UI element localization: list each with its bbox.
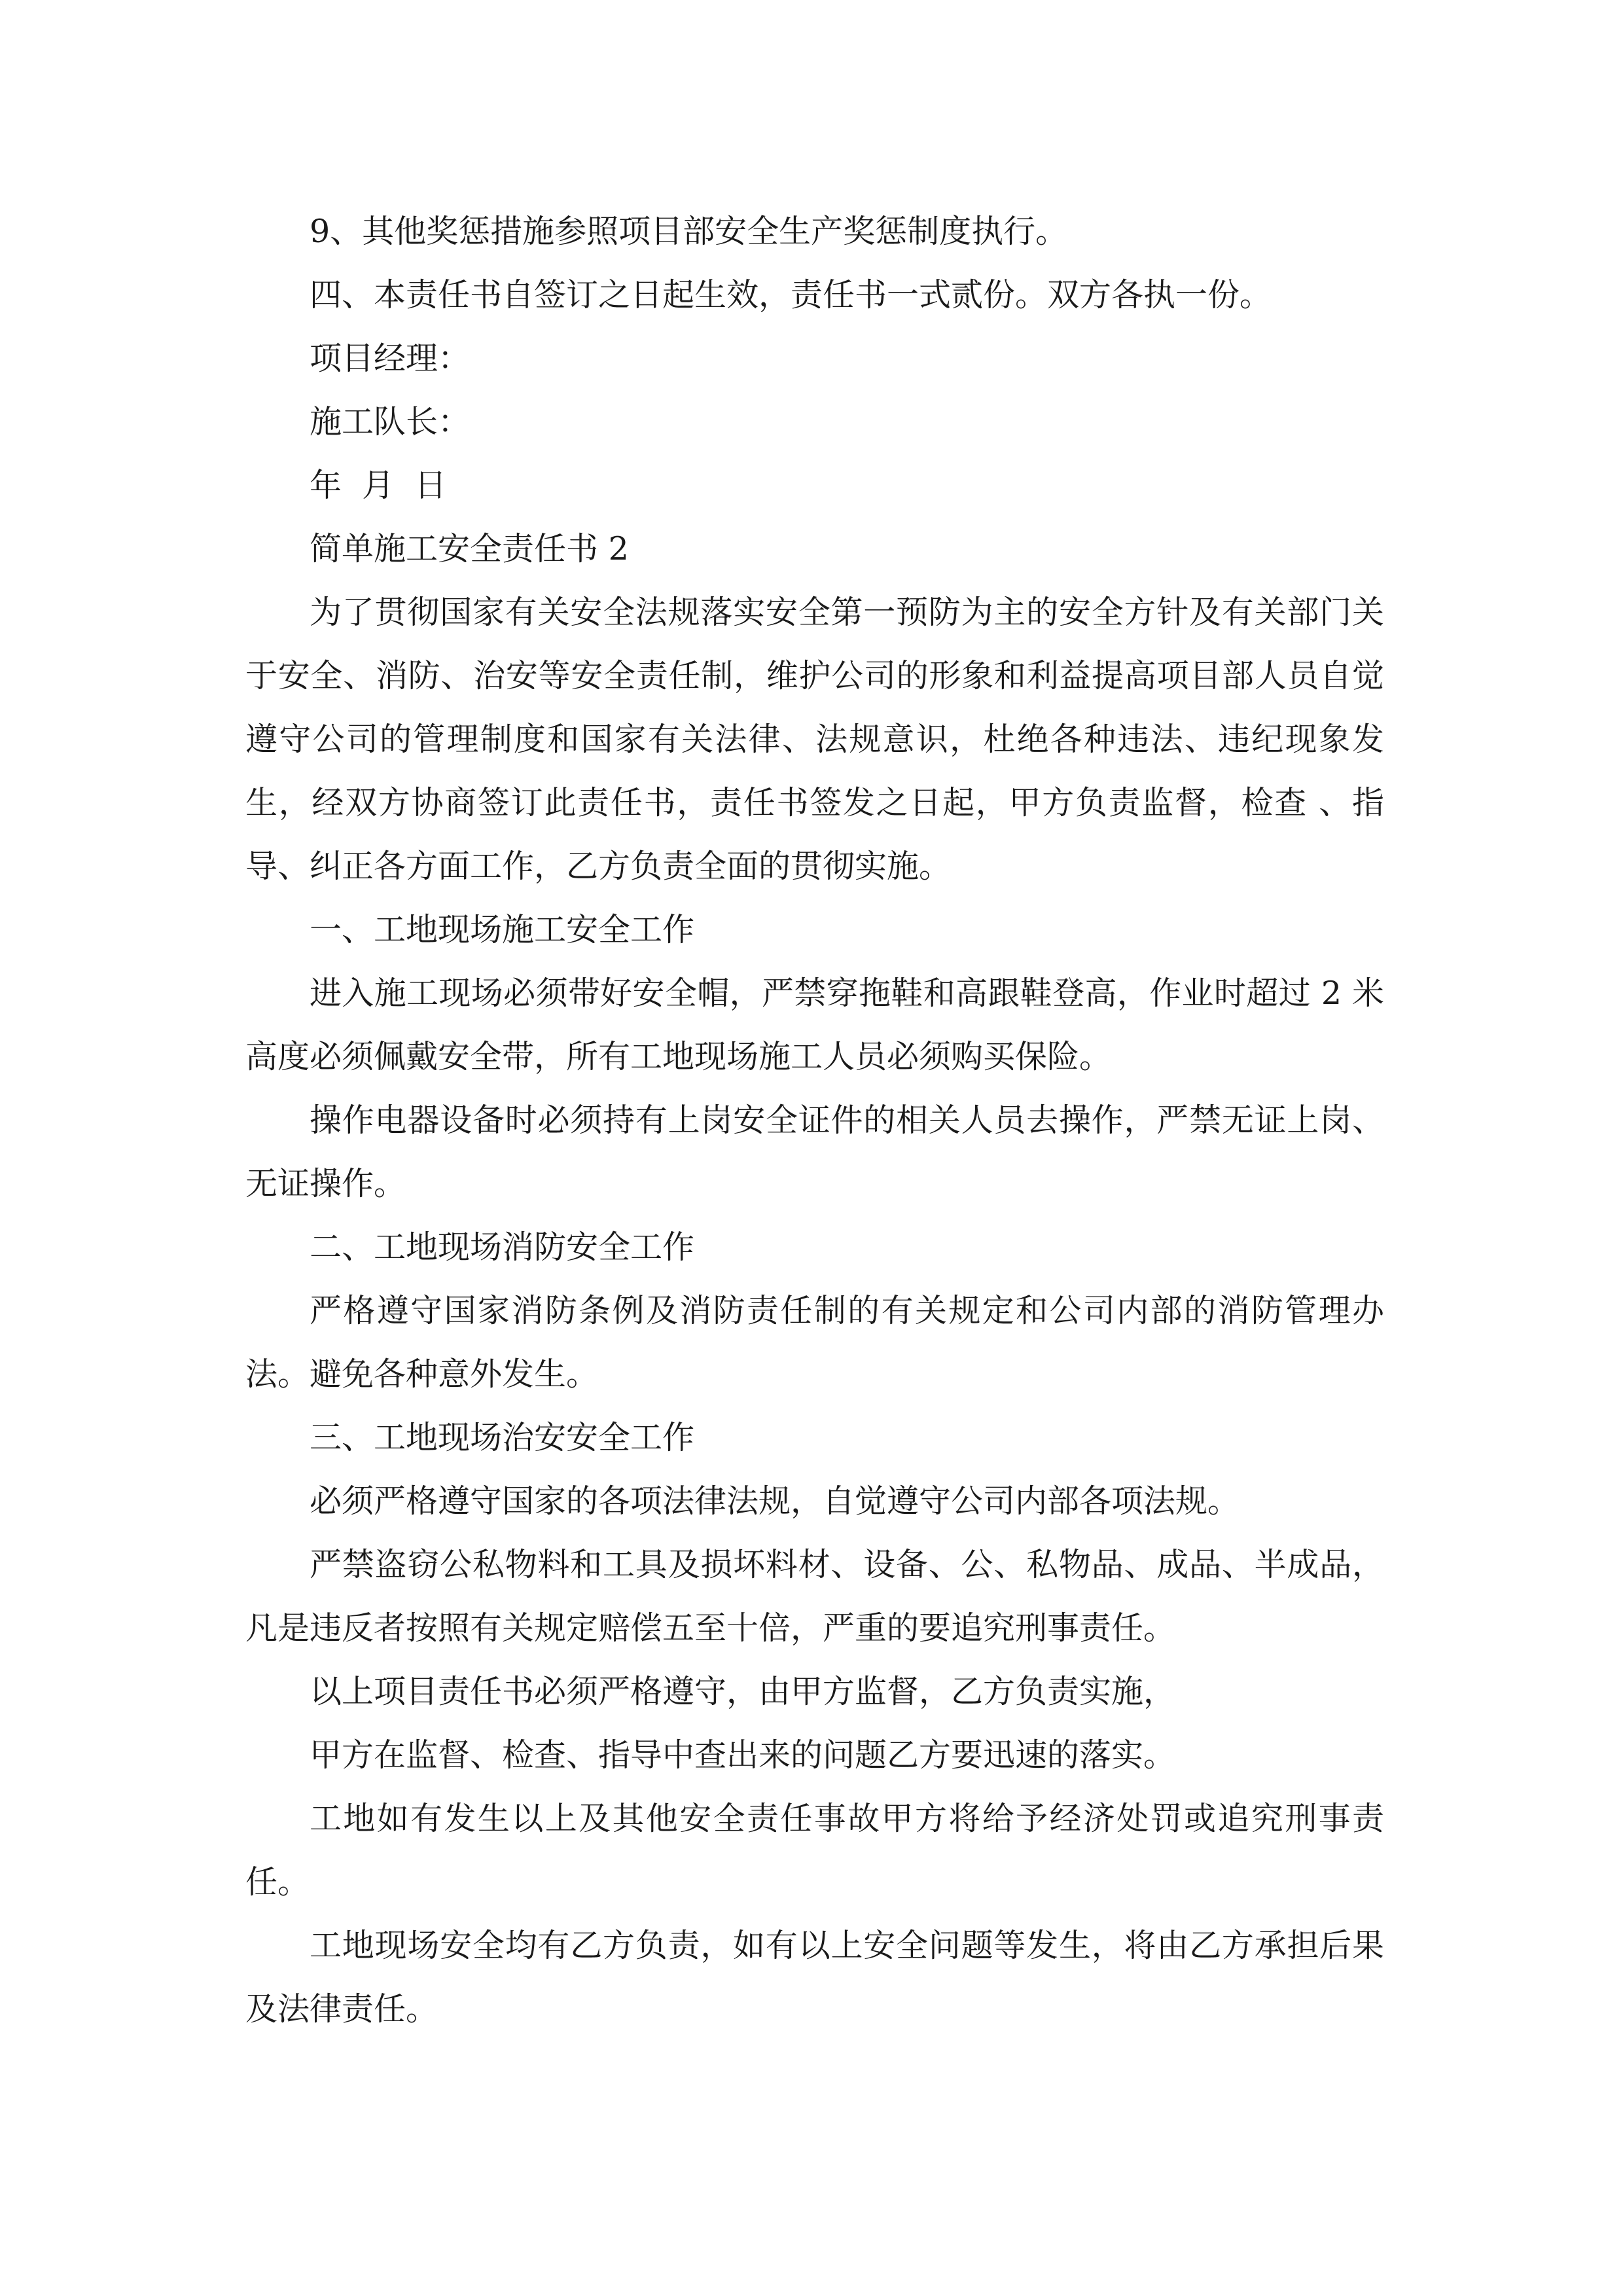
section-title: 简单施工安全责任书 2: [310, 530, 629, 567]
paragraph-reward-penalty-9: 9、其他奖惩措施参照项目部安全生产奖惩制度执行。: [310, 213, 1068, 250]
paragraph-compliance-2: 甲方在监督、检查、指导中查出来的问题乙方要迅速的落实。: [310, 1736, 1176, 1774]
paragraph-fire-rule: 严格遵守国家消防条例及消防责任制的有关规定和公司内部的消防管理办法。避免各种意外发生。: [245, 1292, 1384, 1393]
paragraph-effective-clause: 四、本责任书自签订之日起生效，责任书一式贰份。双方各执一份。: [310, 276, 1272, 314]
paragraph-law-compliance: 必须严格遵守国家的各项法律法规，自觉遵守公司内部各项法规。: [310, 1482, 1240, 1520]
paragraph-electrical-rule: 操作电器设备时必须持有上岗安全证件的相关人员去操作，严禁无证上岗、无证操作。: [245, 1102, 1384, 1202]
signature-team-leader: 施工队长：: [310, 403, 471, 440]
heading-fire-safety: 二、工地现场消防安全工作: [310, 1229, 695, 1266]
signature-date: 年 月 日: [310, 467, 447, 504]
paragraph-helmet-rule: 进入施工现场必须带好安全帽，严禁穿拖鞋和高跟鞋登高，作业时超过 2 米高度必须佩戴安全带，所有工地现场施工人员必须购买保险。: [245, 975, 1384, 1075]
paragraph-party-b-liability: 工地现场安全均有乙方负责，如有以上安全问题等发生，将由乙方承担后果及法律责任。: [245, 1927, 1384, 2028]
heading-security: 三、工地现场治安安全工作: [310, 1419, 695, 1456]
signature-project-manager: 项目经理：: [310, 340, 471, 377]
paragraph-intro: 为了贯彻国家有关安全法规落实安全第一预防为主的安全方针及有关部门关于安全、消防、治安等安全责任制，维护公司的形象和利益提高项目部人员自觉遵守公司的管理制度和国家有关法律、法规意识，杜绝各种违法、违纪现象发生，经双方协商签订此责任书，责任书签发之日起，甲方负责监督，检查 、指导、纠正各方面工作，乙方负责全面的贯彻实施。: [245, 594, 1384, 885]
paragraph-accident-liability: 工地如有发生以上及其他安全责任事故甲方将给予经济处罚或追究刑事责任。: [245, 1800, 1384, 1901]
paragraph-theft-rule: 严禁盗窃公私物料和工具及损坏料材、设备、公、私物品、成品、半成品，凡是违反者按照有关规定赔偿五至十倍，严重的要追究刑事责任。: [245, 1546, 1384, 1647]
paragraph-compliance-1: 以上项目责任书必须严格遵守，由甲方监督，乙方负责实施，: [310, 1673, 1176, 1710]
heading-construction-safety: 一、工地现场施工安全工作: [310, 911, 695, 948]
document-body: [245, 200, 1384, 2041]
